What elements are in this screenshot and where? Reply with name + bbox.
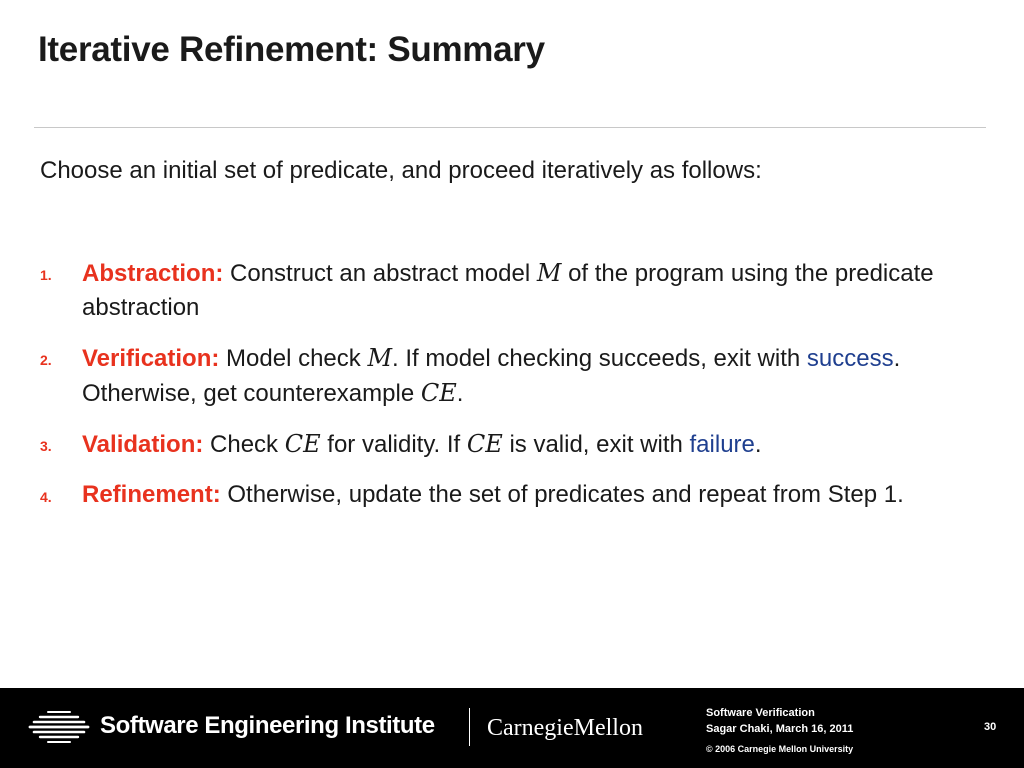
author-date: Sagar Chaki, March 16, 2011 (706, 723, 854, 735)
step-term: Verification: (82, 345, 220, 372)
page-number: 30 (984, 721, 997, 733)
slide-meta (706, 705, 853, 757)
step-term: Validation: (82, 431, 204, 458)
step-text: . (754, 431, 762, 458)
math-symbol: CE (284, 430, 321, 458)
step-text: . If model checking succeeds, exit with (392, 345, 807, 372)
step-text: Check (203, 431, 285, 458)
footer-divider (469, 708, 470, 746)
step-text: of the program using the predicate abstraction (82, 260, 934, 321)
slide-title: Iterative Refinement: Summary (38, 30, 545, 69)
highlight-word: success (806, 345, 894, 372)
step-text: Otherwise, update the set of predicates and repeat from Step 1. (220, 481, 904, 508)
list-item (40, 427, 960, 462)
math-symbol: M (367, 344, 393, 372)
math-symbol: M (536, 259, 562, 287)
steps-list (40, 256, 960, 528)
intro-text: Choose an initial set of predicate, and proceed iteratively as follows: (40, 157, 762, 184)
list-item (40, 341, 960, 411)
copyright: © 2006 Carnegie Mellon University (706, 744, 854, 754)
footer-bar (0, 688, 1024, 768)
institute-name: Software Engineering Institute (100, 712, 435, 739)
step-term: Refinement: (82, 481, 221, 508)
math-symbol: CE (420, 379, 457, 407)
title-divider (34, 127, 986, 128)
step-number: 1. (40, 267, 52, 283)
step-text: . (456, 380, 464, 407)
step-text: Model check (219, 345, 368, 372)
step-text: for validity. If (320, 431, 467, 458)
sei-logo-icon (26, 708, 90, 748)
math-symbol: CE (466, 430, 503, 458)
step-term: Abstraction: (82, 260, 224, 287)
university-name: CarnegieMellon (487, 715, 643, 741)
step-text: Construct an abstract model (223, 260, 537, 287)
step-text: is valid, exit with (502, 431, 690, 458)
step-number: 2. (40, 352, 52, 368)
list-item (40, 478, 960, 512)
course-name: Software Verification (706, 707, 815, 719)
step-text: . Otherwise, get counterexample (82, 345, 901, 407)
list-item (40, 256, 960, 325)
highlight-word: failure (689, 431, 755, 458)
step-number: 3. (40, 438, 52, 454)
step-number: 4. (40, 489, 52, 505)
